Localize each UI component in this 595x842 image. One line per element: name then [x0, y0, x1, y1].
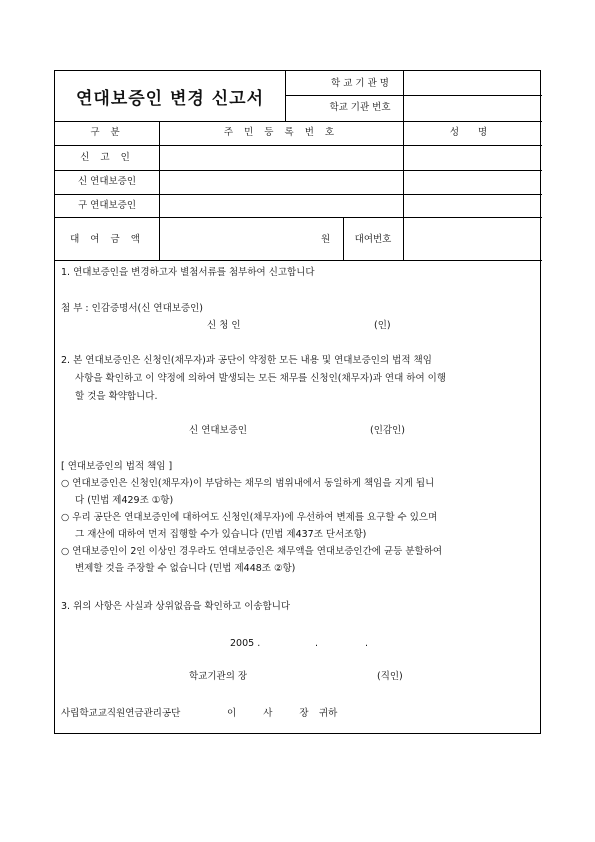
institution-number-label: 학교 기관 번호 — [329, 102, 391, 113]
date-month-dot: . — [315, 638, 319, 649]
header-divider — [285, 71, 286, 121]
form-title: 연대보증인 변경 신고서 — [75, 88, 265, 109]
row-line — [55, 121, 542, 122]
won-unit: 원 — [321, 234, 331, 245]
loan-number-label: 대여번호 — [354, 234, 392, 245]
guarantor-seal: (인감인) — [370, 425, 405, 436]
liability-3-line-2: 변제할 것을 주장할 수 없습니다 (민법 제448조 ②항) — [75, 563, 296, 574]
applicant-seal: (인) — [374, 320, 391, 331]
col-category-header: 구 분 — [90, 127, 124, 138]
date-day-dot: . — [365, 638, 369, 649]
row-line — [55, 145, 542, 146]
row-line — [55, 194, 542, 195]
row-label-applicant: 신 고 인 — [80, 152, 134, 163]
recipient-suffix: 귀하 — [319, 708, 338, 719]
col-name-header: 성 명 — [449, 127, 496, 138]
recipient-organization: 사립학교교직원연금관리공단 — [61, 708, 181, 719]
column-line — [159, 121, 160, 260]
applicant-signature-label: 신 청 인 — [207, 320, 241, 331]
item-2-line-1: 2. 본 연대보증인은 신청인(채무자)과 공단이 약정한 모든 내용 및 연대보증인의 법적 책임 — [61, 355, 432, 366]
header-divider — [403, 71, 404, 121]
liability-heading: [ 연대보증인의 법적 책임 ] — [61, 461, 173, 472]
liability-3-line-1: ○ 연대보증인이 2인 이상인 경우라도 연대보증인은 채무액을 연대보증인간에 균등 분할하여 — [61, 546, 443, 557]
institution-name-label: 학 교 기 관 명 — [331, 78, 389, 89]
liability-1-line-1: ○ 연대보증인은 신청인(채무자)이 부담하는 채무의 범위내에서 동일하게 책임을 지게 됩니 — [61, 478, 435, 489]
row-label-new-guarantor: 신 연대보증인 — [77, 176, 137, 187]
recipient-title: 이 사 장 — [227, 708, 321, 719]
liability-1-line-2: 다 (민법 제429조 ①항) — [75, 495, 174, 506]
row-line — [55, 260, 542, 261]
row-label-old-guarantor: 구 연대보증인 — [77, 200, 137, 211]
column-line — [403, 217, 404, 260]
row-line — [55, 170, 542, 171]
col-id-number-header: 주 민 등 록 번 호 — [223, 127, 339, 138]
attachment-line: 첨 부 : 인감증명서(신 연대보증인) — [61, 303, 203, 314]
institution-head-label: 학교기관의 장 — [189, 671, 248, 682]
header-row-line — [285, 95, 542, 96]
row-label-loan-amount: 대 여 금 액 — [70, 234, 144, 245]
item-3: 3. 위의 사항은 사실과 상위없음을 확인하고 이송합니다 — [61, 601, 291, 612]
liability-2-line-2: 그 재산에 대하여 먼저 집행할 수가 있습니다 (민법 제437조 단서조항) — [75, 529, 367, 540]
row-line — [55, 217, 542, 218]
report-form — [54, 70, 541, 734]
guarantor-signature-label: 신 연대보증인 — [189, 425, 248, 436]
item-1: 1. 연대보증인을 변경하고자 별첨서류를 첨부하여 신고합니다 — [61, 267, 315, 278]
official-seal: (직인) — [377, 671, 403, 682]
item-2-line-3: 할 것을 확약합니다. — [75, 391, 158, 402]
date-year: 2005 . — [230, 638, 261, 649]
item-2-line-2: 사항을 확인하고 이 약정에 의하여 발생되는 모든 채무를 신청인(채무자)과 연대 하여 이행 — [75, 373, 447, 384]
liability-2-line-1: ○ 우리 공단은 연대보증인에 대하여도 신청인(채무자)에 우선하여 변제를 요구할 수 있으며 — [61, 512, 438, 523]
